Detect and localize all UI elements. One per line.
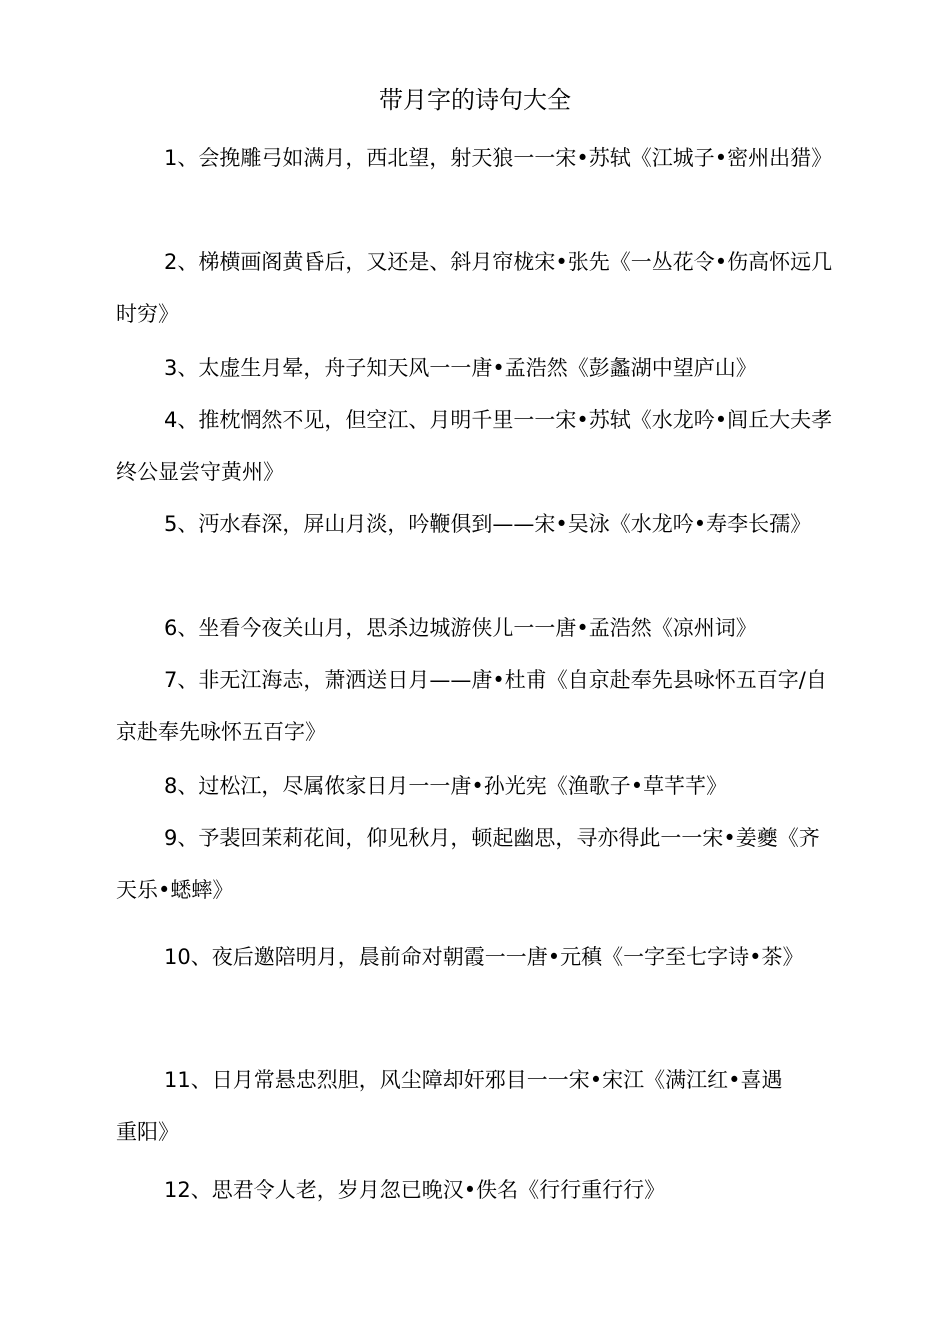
poem-item-4-line1: 4、推枕惘然不见，但空江、月明千里一一宋•苏轼《水龙吟•闾丘大 bbox=[164, 408, 791, 432]
poem-item-10-line1: 10、夜后邀陪明月，晨前命对朝霞一一唐•元稹《一字至七字诗• bbox=[164, 945, 762, 969]
poem-item-2 bbox=[116, 236, 836, 340]
poem-item-11-line2: 重阳》 bbox=[116, 1120, 179, 1144]
poem-item-6 bbox=[116, 602, 836, 654]
poem-item-10-line2: 茶》 bbox=[761, 945, 804, 969]
poem-item-2-line1: 2、梯横画阁黄昏后，又还是、斜月帘栊宋•张先《一丛花令•伤高怀 bbox=[164, 250, 791, 274]
page-title: 带月字的诗句大全 bbox=[379, 86, 571, 114]
poem-item-7-line2: 字/自京赴奉先咏怀五百字》 bbox=[116, 668, 827, 744]
poem-item-6-line1: 6、坐看今夜关山月，思杀边城游侠儿一一唐•孟浩然《凉州词》 bbox=[164, 616, 757, 640]
poem-item-7 bbox=[116, 654, 836, 758]
poem-item-4-line2: 夫孝终公显尝守黄州》 bbox=[116, 408, 833, 484]
poem-item-11 bbox=[116, 1054, 836, 1158]
poem-item-3-line1: 3、太虚生月晕，舟子知天风一一唐•孟浩然《彭蠡湖中望庐山》 bbox=[164, 356, 757, 380]
poem-item-11-line1: 11、日月常悬忠烈胆，风尘障却奸邪目一一宋•宋江《满江红•喜遇 bbox=[164, 1068, 783, 1092]
poem-item-1 bbox=[116, 132, 836, 184]
poem-item-2-line2: 远几时穷》 bbox=[116, 250, 833, 326]
poem-item-5 bbox=[116, 498, 836, 550]
poem-item-10 bbox=[116, 928, 836, 986]
poem-item-1-line2: 出猎》 bbox=[769, 146, 833, 170]
poem-item-12-line1: 12、思君令人老，岁月忽已晚汉•佚名《行行重行行》 bbox=[164, 1178, 666, 1202]
poem-item-12 bbox=[116, 1164, 836, 1216]
poem-item-9 bbox=[116, 812, 836, 916]
poem-item-9-line1: 9、予裴回茉莉花间，仰见秋月，顿起幽思，寻亦得此一一宋•姜夔 bbox=[164, 826, 778, 850]
poem-item-1-line1: 1、会挽雕弓如满月，西北望，射天狼一一宋•苏轼《江城子•密州 bbox=[164, 146, 770, 170]
poem-item-3 bbox=[116, 342, 836, 394]
poem-item-4 bbox=[116, 394, 836, 498]
poem-item-8 bbox=[116, 760, 836, 812]
poem-item-9-line2: 《齐天乐•蟋蟀》 bbox=[116, 826, 820, 902]
poem-item-7-line1: 7、非无江海志，萧洒送日月——唐•杜甫《自京赴奉先县咏怀五百 bbox=[164, 668, 778, 692]
poem-item-5-line1: 5、沔水春深，屏山月淡，吟鞭俱到——宋•吴泳《水龙吟•寿李长 bbox=[164, 512, 770, 536]
poem-item-5-line2: 孺》 bbox=[769, 512, 812, 536]
poem-item-8-line1: 8、过松江，尽属侬家日月一一唐•孙光宪《渔歌子•草芊芊》 bbox=[164, 774, 728, 798]
